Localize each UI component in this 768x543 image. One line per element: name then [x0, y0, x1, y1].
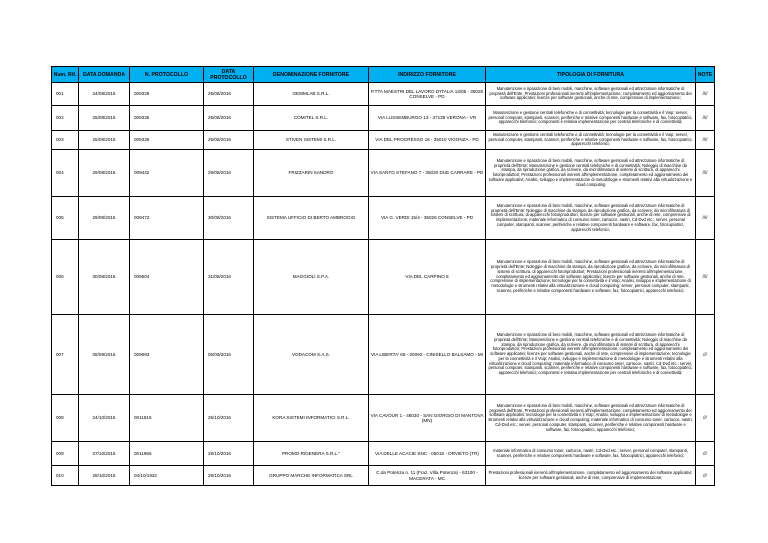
cell-protocollo: 009472 — [130, 197, 204, 240]
cell-data-protocollo: 06/09/2016 — [204, 315, 254, 395]
cell-tipologia: Manutenzione e riparazione di beni mobili, macchine, software gestionali ed attrezzature informatiche di proprietà dell'Ente; Manutenzione e gestione centrali telefoniche e di connettività; Noleggio di macchine da stampa, da riproduzione grafica, da scrivere, da microfilmatura di sistemi di scrittura, di apparecchi fotoriproduttori; Prestazioni professionali inerenti all'implementazione, completamento ed aggiornamento dei software applicativi; licenze per software gestionali, anche di rete, comprensive di implementazione; tecnologie per la connettività e il Voip; Analisi, sviluppo e implementazione di metodologie e strumenti relativi alla virtualizzazione e cloud computing; materiale informatico di consumo toner, cartucce, nastri, Cd-Dvd etc.; server, personal computer, stampanti, scanner, periferiche e relative componenti hardware e software, fax, fotocopiatrici, apparecchi telefonici; componenti e relativa implementazione per centrali telefoniche e di connettività; — [486, 315, 696, 395]
cell-fornitore: PROMO RIGENERA S.R.L." — [254, 442, 369, 466]
cell-indirizzo: VIA LUSSEMBURGO 13 - 37135 VERONA - VR — [369, 106, 486, 131]
cell-protocollo: 009442 — [130, 150, 204, 197]
cell-indirizzo: C.da Potenza n. 11 (Fraz. Villa Potenza) - 62100 - MACERATA - MC — [369, 466, 486, 486]
cell-fornitore: STIVEN SISTEMI S.R.L. — [254, 131, 369, 150]
cell-fornitore: VODACOM S.A.S. — [254, 315, 369, 395]
cell-indirizzo: P.TTA MAESTRI DEL LAVORO D'ITALIA 13/05 - 35026 CONSELVE - PD — [369, 83, 486, 106]
cell-num: 010 — [52, 466, 79, 486]
cell-protocollo: 0011956 — [130, 442, 204, 466]
cell-num: 001 — [52, 83, 79, 106]
cell-indirizzo: VIA SANTO STEFANO 7 - 35020 DUE CARRARE - PD — [369, 150, 486, 197]
table-row — [52, 131, 715, 150]
cell-fornitore: GEMMLAB S.R.L. — [254, 83, 369, 106]
cell-indirizzo: VIA CAVOUR 1 - 46030 - SAN GIORGIO DI MANTOVA (MN) — [369, 395, 486, 442]
cell-data-protocollo: 29/08/2016 — [204, 150, 254, 197]
cell-num: 006 — [52, 240, 79, 315]
cell-num: 003 — [52, 131, 79, 150]
cell-note: //// — [696, 106, 715, 131]
header-indirizzo: INDIRIZZO FORNITORE — [369, 67, 486, 83]
cell-indirizzo: VIA DEL CARPINO 8 — [369, 240, 486, 315]
cell-data-domanda: 29/08/2016 — [79, 150, 130, 197]
table-header — [52, 67, 715, 83]
cell-protocollo: 009504 — [130, 240, 204, 315]
table-row — [52, 395, 715, 442]
header-tipologia: TIPOLOGIA DI FORNITURA — [486, 67, 696, 83]
cell-data-domanda: 29/08/2016 — [79, 197, 130, 240]
cell-note: //// — [696, 150, 715, 197]
table-body — [52, 83, 715, 486]
cell-tipologia: Manutenzione e riparazione di beni mobili, macchine, software gestionali ed attrezzature informatiche di proprietà dell'Ente; Manutenzione e gestione centrali telefoniche e di connettività; Noleggio di macchine da stampa, da riproduzione grafica, da scrivere, da microfilmatura di sistemi di scrittura, di apparecchi fotoriproduttori; Prestazioni professionali inerenti all'implementazione, completamento ed aggiornamento dei software applicativi; Analisi, sviluppo e implementazione di metodologie e strumenti relativi alla virtualizzazione e cloud computing — [486, 150, 696, 197]
cell-data-protocollo: 25/10/2016 — [204, 395, 254, 442]
table-row — [52, 106, 715, 131]
table-row — [52, 466, 715, 486]
cell-protocollo: 009328 — [130, 83, 204, 106]
cell-note: //// — [696, 240, 715, 315]
cell-data-domanda: 27/10/2016 — [79, 442, 130, 466]
cell-protocollo: 009693 — [130, 315, 204, 395]
cell-data-domanda: 25/08/2016 — [79, 106, 130, 131]
header-protocollo: N. PROTOCOLLO — [130, 67, 204, 83]
cell-note: //// — [696, 197, 715, 240]
cell-num: 005 — [52, 197, 79, 240]
cell-data-protocollo: 30/08/2016 — [204, 197, 254, 240]
cell-protocollo: 0011816 — [130, 395, 204, 442]
table-row — [52, 240, 715, 315]
table-row — [52, 315, 715, 395]
cell-note: /// — [696, 395, 715, 442]
cell-tipologia: Manutenzione e riparazione di beni mobili, macchine, software gestionali ed attrezzature informatiche di proprietà dell'Ente; Prestazioni professionali inerenti all'implementazione, completamento ed aggiornamento dei software applicativi; tecnologie per la connettività e il Voip; Analisi, sviluppo e implementazione di metodologie e strumenti relativi alla virtualizzazione e cloud computing; materiale informatico di consumo toner, cartucce, nastri, Cd-Dvd etc.; server, personal computer, stampanti, scanner, periferiche e relative componenti hardware e software, fax, fotocopiatrici, apparecchi telefonici; — [486, 395, 696, 442]
cell-tipologia: Manutenzione e gestione centrali telefoniche e di connettività; tecnologie per la connettività e il Voip; server, personal computer, stampanti, scanner, periferiche e relative componenti hardware e software, fax, fotocopiatrici, apparecchi telefonici; componenti e relativa implementazione per centrali telefoniche e di connettività; — [486, 106, 696, 131]
cell-note: /// — [696, 466, 715, 486]
cell-fornitore: MAGGIOLI S.P.A. — [254, 240, 369, 315]
cell-num: 007 — [52, 315, 79, 395]
cell-data-domanda: 30/08/2016 — [79, 240, 130, 315]
header-row — [52, 67, 715, 83]
cell-tipologia: Manutenzione e gestione centrali telefoniche e di connettività; tecnologie per la connettività e il Voip; server, personal computer, stampanti, scanner, periferiche e relative componenti hardware e software, fax, fotocopiatrici, apparecchi telefonici; — [486, 131, 696, 150]
cell-data-protocollo: 25/08/2016 — [204, 131, 254, 150]
cell-fornitore: SISTEMA UFFICIO DI BERTO AMBROGIO — [254, 197, 369, 240]
cell-protocollo: 009336 — [130, 131, 204, 150]
table-row — [52, 150, 715, 197]
cell-protocollo: 009335 — [130, 106, 204, 131]
cell-num: 009 — [52, 442, 79, 466]
cell-data-domanda: 28/10/2016 — [79, 466, 130, 486]
cell-data-domanda: 24/10/2016 — [79, 395, 130, 442]
cell-fornitore: COMITEL S.R.L. — [254, 106, 369, 131]
cell-indirizzo: VIA DEL PROGRESSO 16 - 35010 VIGONZA - PD — [369, 131, 486, 150]
header-fornitore: DENOMINAZIONE FORNITORE — [254, 67, 369, 83]
cell-indirizzo: VIA LIBERTA' 69 - 20092 - CINISELLO BALSAMO - MI — [369, 315, 486, 395]
cell-data-protocollo: 25/08/2016 — [204, 83, 254, 106]
cell-data-protocollo: 28/10/2016 — [204, 466, 254, 486]
cell-num: 002 — [52, 106, 79, 131]
cell-data-domanda: 06/09/2016 — [79, 315, 130, 395]
cell-data-protocollo: 31/08/2016 — [204, 240, 254, 315]
cell-num: 008 — [52, 395, 79, 442]
header-num: Num. Rif. — [52, 67, 79, 83]
cell-data-protocollo: 25/08/2016 — [204, 106, 254, 131]
suppliers-registry-table — [51, 66, 715, 486]
cell-note: /// — [696, 442, 715, 466]
cell-protocollo: 04/10/1932 — [130, 466, 204, 486]
table-row — [52, 83, 715, 106]
cell-num: 004 — [52, 150, 79, 197]
header-note: NOTE — [696, 67, 715, 83]
cell-fornitore: FRIZZARIN SANDRO — [254, 150, 369, 197]
cell-data-protocollo: 28/10/2016 — [204, 442, 254, 466]
cell-indirizzo: VIA G. VERDI 15/4 - 35026 CONSELVE - PD — [369, 197, 486, 240]
cell-tipologia: Manutenzione e riparazione di beni mobili, macchine, software gestionali ed attrezzature informatiche di proprietà dell'Ente; Noleggio di macchine da stampa, da riproduzione grafica, da scrivere, da microfilmatura di sistemi di scrittura, di apparecchi fotoriproduttori; Prestazioni professionali inerenti all'implementazione, completamento ed aggiornamento dei software applicativi; licenze per software gestionali, anche di rete, comprensive di implementazione; tecnologie per la connettività e il Voip; Analisi, sviluppo e implementazione di metodologie e strumenti relativi alla virtualizzazione e cloud computing; server, personal computer, stampanti, scanner, periferiche e relative componenti hardware e software, fax, fotocopiatrici, apparecchi telefonici; — [486, 240, 696, 315]
header-data-protocollo: DATA PROTOCOLLO — [204, 67, 254, 83]
table-row — [52, 442, 715, 466]
cell-tipologia: Manutenzione e riparazione di beni mobili, macchine, software gestionali ed attrezzature informatiche di proprietà dell'Ente; Prestazioni professionali inerenti all'implementazione, completamento ed aggiornamento dei software applicativi; licenze per software gestionali, anche di rete, comprensive di implementazione; — [486, 83, 696, 106]
cell-tipologia: Manutenzione e riparazione di beni mobili, macchine, software gestionali ed attrezzature informatiche di proprietà dell'Ente; Noleggio di macchine da stampa, da riproduzione grafica, da scrivere, da microfilmatura di sistemi di scrittura, di apparecchi fotoriproduttori; licenze per software gestionali, anche di rete, comprensive di implementazione; materiale informatico di consumo toner, cartucce, nastri, Cd-Dvd etc.; server, personal computer, stampanti, scanner, periferiche e relative componenti hardware e software, fax, fotocopiatrici, apparecchi telefonici; — [486, 197, 696, 240]
cell-data-domanda: 25/08/2016 — [79, 131, 130, 150]
cell-note: //// — [696, 83, 715, 106]
cell-tipologia: Prestazioni professionali inerenti all'implementazione, completamento ed aggiornamento dei software applicativi; licenze per software gestionali, anche di rete, comprensive di implementazione; — [486, 466, 696, 486]
cell-tipologia: materiale informatico di consumo toner, cartucce, nastri, Cd-Dvd etc.; server, personal computer, stampanti, scanner, periferiche e relative componenti hardware e software, fax, fotocopiatrici, apparecchi telefonici; — [486, 442, 696, 466]
cell-fornitore: KORA SISTEMI INFORMATICI S.R.L. — [254, 395, 369, 442]
cell-note: //// — [696, 131, 715, 150]
cell-data-domanda: 24/08/2016 — [79, 83, 130, 106]
cell-fornitore: GRUPPO MARCHE INFORMATICA SRL — [254, 466, 369, 486]
table-row — [52, 197, 715, 240]
header-data-domanda: DATA DOMANDA — [79, 67, 130, 83]
cell-indirizzo: VIA DELLE ACACIE SNC - 05018 - ORVIETO (TR) — [369, 442, 486, 466]
cell-note: /// — [696, 315, 715, 395]
